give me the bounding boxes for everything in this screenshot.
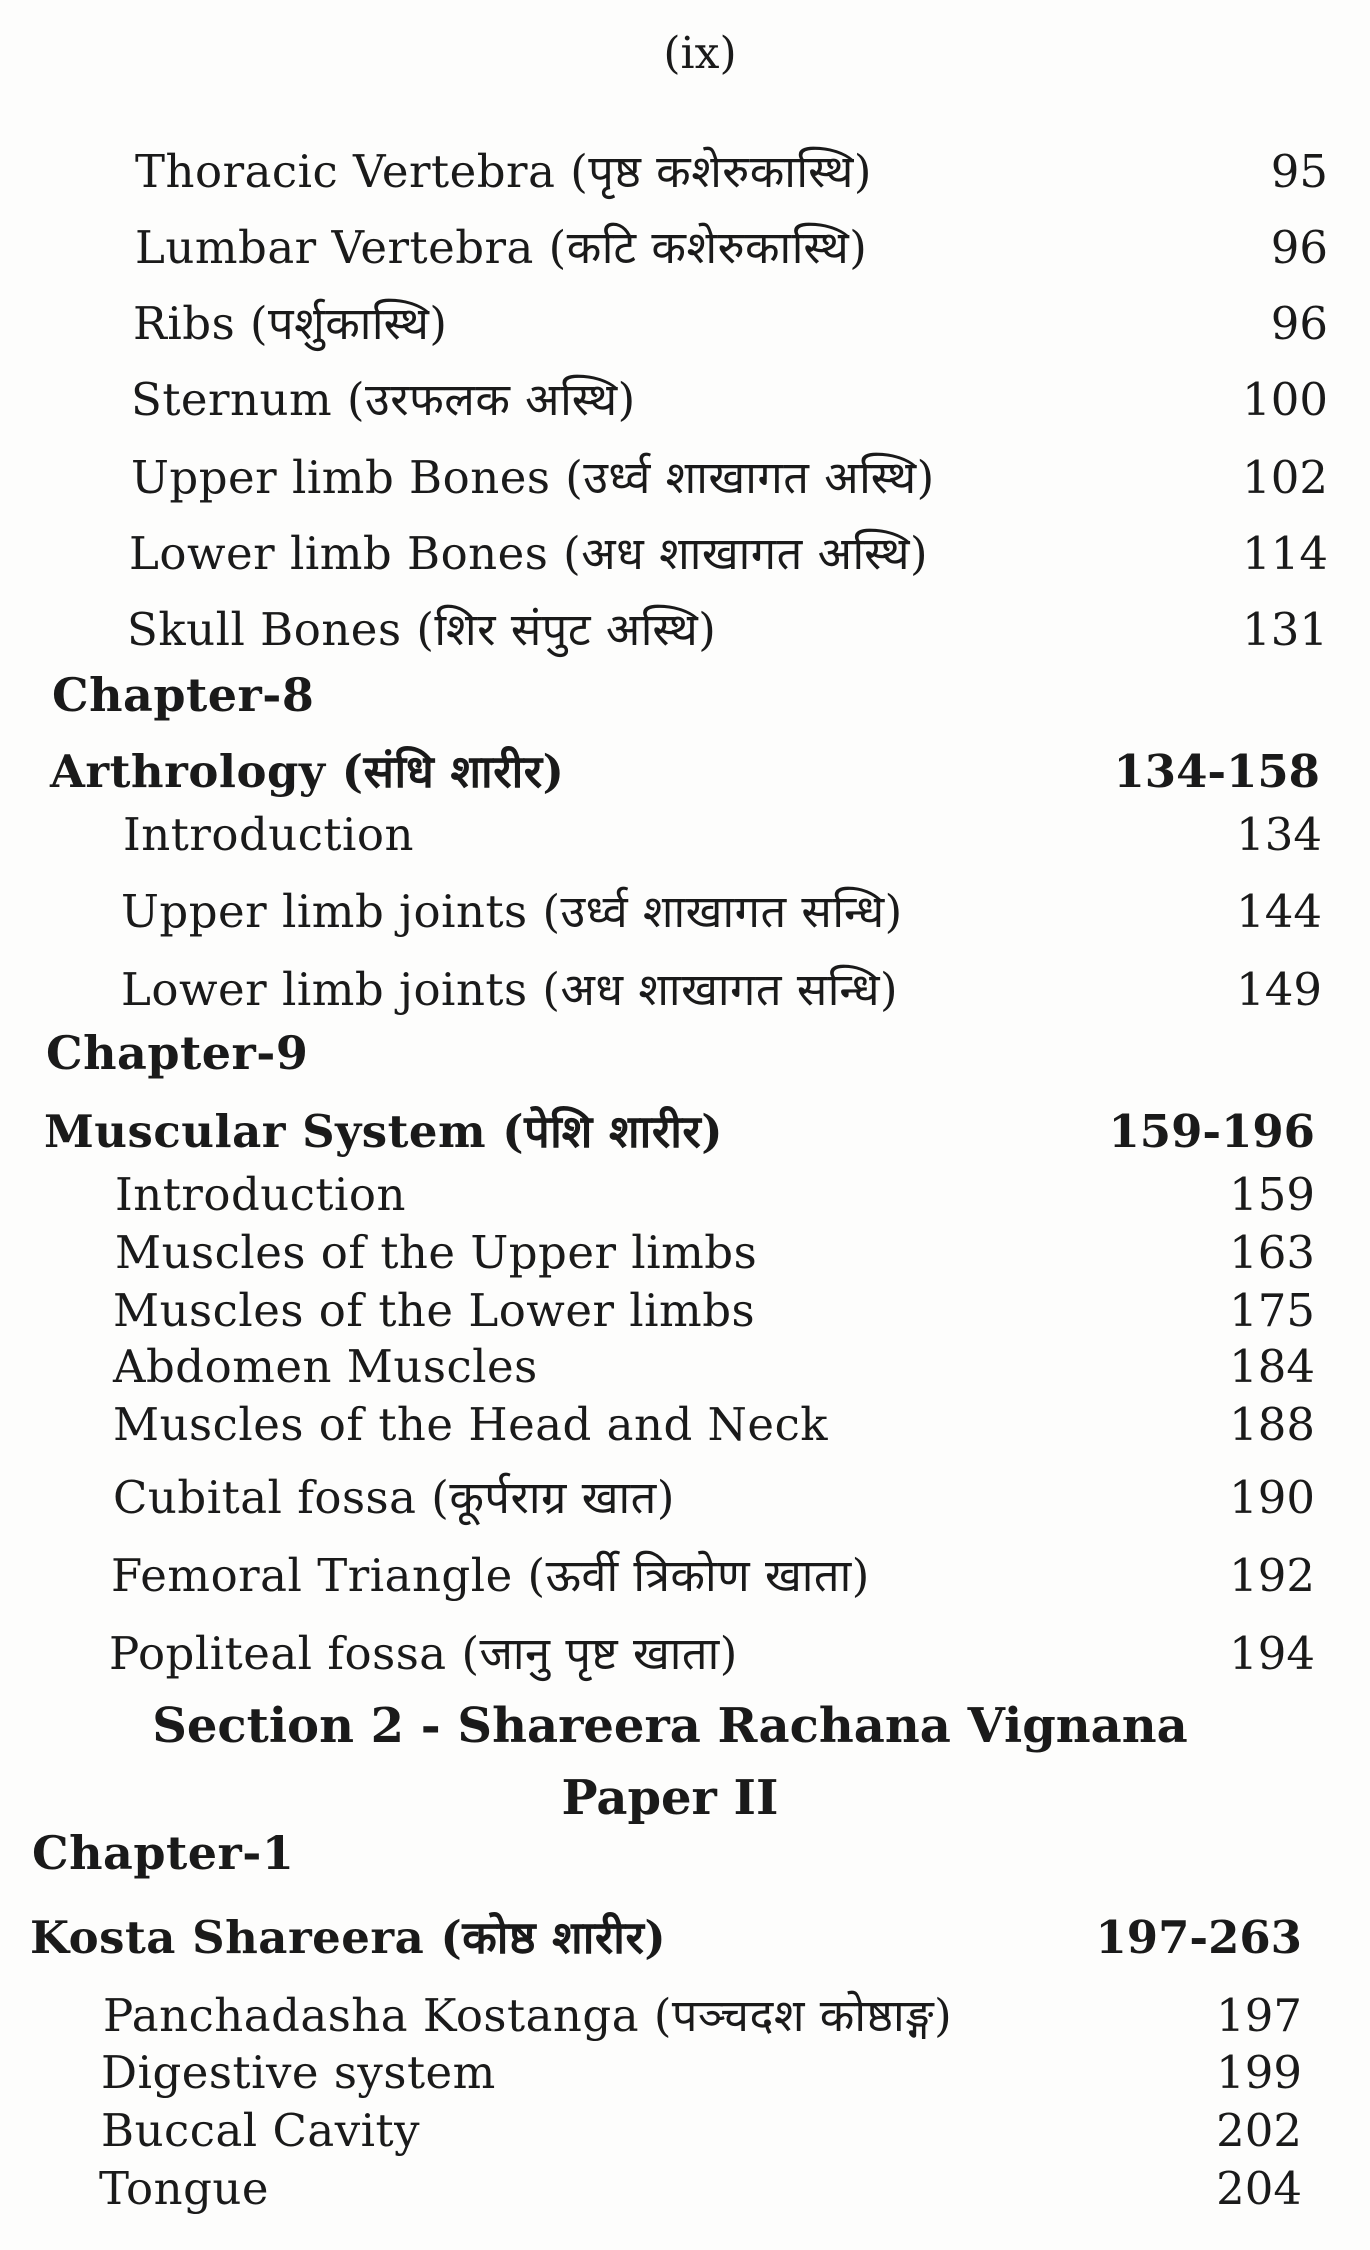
- entry-label: Muscles of the Lower limbs: [113, 1284, 756, 1337]
- entry-label: Lower limb Bones (अध शाखागत अस्थि): [129, 527, 929, 580]
- section-2-title: Section 2 - Shareera Rachana Vignana: [152, 1698, 1188, 1754]
- chapter-range: 197-263: [1095, 1911, 1302, 1964]
- toc-entry-popliteal-fossa: [109, 1622, 1315, 1683]
- entry-label: Femoral Triangle (ऊर्वी त्रिकोण खाता): [111, 1549, 870, 1602]
- chapter-title: Muscular System (पेशि शारीर): [44, 1105, 724, 1158]
- toc-entry-panchadasha-kostanga: [103, 1984, 1302, 2045]
- toc-entry-skull-bones: [127, 598, 1328, 659]
- entry-label: Buccal Cavity: [101, 2104, 421, 2157]
- entry-page: 144: [1236, 885, 1322, 938]
- entry-page: 163: [1229, 1226, 1315, 1279]
- chapter-title: Arthrology (संधि शारीर): [50, 745, 565, 798]
- page-number: (ix): [663, 28, 737, 79]
- toc-entry-arthrology-introduction: [123, 808, 1322, 861]
- chapter-range: 159-196: [1108, 1105, 1315, 1158]
- chapter-title: Kosta Shareera (कोष्ठ शारीर): [30, 1911, 667, 1964]
- toc-entry-tongue: [99, 2162, 1302, 2215]
- chapter-1-title-row: [30, 1906, 1302, 1967]
- toc-entry-muscles-head-neck: [113, 1398, 1315, 1451]
- toc-entry-muscles-upper-limbs: [115, 1226, 1315, 1279]
- entry-label: Introduction: [123, 808, 414, 861]
- entry-page: 114: [1242, 527, 1328, 580]
- entry-label: Upper limb joints (उर्ध्व शाखागत सन्धि): [121, 885, 903, 938]
- toc-entry-digestive-system: [101, 2046, 1302, 2099]
- entry-label: Tongue: [99, 2162, 270, 2215]
- entry-page: 131: [1242, 603, 1328, 656]
- entry-page: 199: [1216, 2046, 1302, 2099]
- toc-entry-sternum: [131, 368, 1328, 429]
- toc-entry-buccal-cavity: [101, 2104, 1302, 2157]
- entry-page: 96: [1270, 221, 1328, 274]
- entry-label: Upper limb Bones (उर्ध्व शाखागत अस्थि): [131, 451, 935, 504]
- toc-entry-ribs: [133, 292, 1328, 353]
- entry-label: Muscles of the Upper limbs: [115, 1226, 758, 1279]
- entry-label: Digestive system: [101, 2046, 496, 2099]
- toc-entry-upper-limb-joints: [121, 880, 1322, 941]
- entry-page: 190: [1229, 1471, 1315, 1524]
- toc-entry-thoracic-vertebra: [135, 140, 1328, 201]
- section-2-paper: Paper II: [561, 1770, 779, 1826]
- entry-label: Abdomen Muscles: [113, 1340, 538, 1393]
- entry-label: Thoracic Vertebra (पृष्ठ कशेरुकास्थि): [135, 145, 872, 198]
- toc-entry-femoral-triangle: [111, 1544, 1315, 1605]
- entry-label: Skull Bones (शिर संपुट अस्थि): [127, 603, 717, 656]
- chapter-9-heading: Chapter-9: [46, 1026, 309, 1080]
- toc-entry-lumbar-vertebra: [135, 216, 1328, 277]
- entry-label: Cubital fossa (कूर्पराग्र खात): [113, 1471, 675, 1524]
- chapter-1-heading: Chapter-1: [32, 1826, 295, 1880]
- entry-label: Lower limb joints (अध शाखागत सन्धि): [121, 963, 899, 1016]
- entry-page: 100: [1242, 373, 1328, 426]
- entry-page: 192: [1229, 1549, 1315, 1602]
- entry-label: Ribs (पर्शुकास्थि): [133, 297, 448, 350]
- chapter-9-title-row: [44, 1100, 1315, 1161]
- toc-entry-muscles-lower-limbs: [113, 1284, 1315, 1337]
- toc-entry-lower-limb-bones: [129, 522, 1328, 583]
- chapter-8-title-row: [50, 740, 1320, 801]
- entry-page: 96: [1270, 297, 1328, 350]
- toc-entry-cubital-fossa: [113, 1466, 1315, 1527]
- toc-entry-abdomen-muscles: [113, 1340, 1315, 1393]
- entry-page: 202: [1216, 2104, 1302, 2157]
- entry-label: Sternum (उरफलक अस्थि): [131, 373, 636, 426]
- entry-label: Introduction: [115, 1168, 406, 1221]
- entry-label: Popliteal fossa (जानु पृष्ट खाता): [109, 1627, 738, 1680]
- entry-page: 197: [1216, 1989, 1302, 2042]
- toc-entry-lower-limb-joints: [121, 958, 1322, 1019]
- entry-page: 159: [1229, 1168, 1315, 1221]
- entry-page: 102: [1242, 451, 1328, 504]
- entry-page: 194: [1229, 1627, 1315, 1680]
- entry-page: 149: [1236, 963, 1322, 1016]
- entry-page: 188: [1229, 1398, 1315, 1451]
- toc-entry-upper-limb-bones: [131, 446, 1328, 507]
- entry-label: Panchadasha Kostanga (पञ्चदश कोष्ठाङ्ग): [103, 1989, 953, 2042]
- entry-label: Muscles of the Head and Neck: [113, 1398, 829, 1451]
- entry-label: Lumbar Vertebra (कटि कशेरुकास्थि): [135, 221, 868, 274]
- toc-entry-muscular-introduction: [115, 1168, 1315, 1221]
- entry-page: 175: [1229, 1284, 1315, 1337]
- chapter-range: 134-158: [1113, 745, 1320, 798]
- chapter-8-heading: Chapter-8: [52, 668, 315, 722]
- entry-page: 95: [1270, 145, 1328, 198]
- entry-page: 184: [1229, 1340, 1315, 1393]
- entry-page: 204: [1216, 2162, 1302, 2215]
- entry-page: 134: [1236, 808, 1322, 861]
